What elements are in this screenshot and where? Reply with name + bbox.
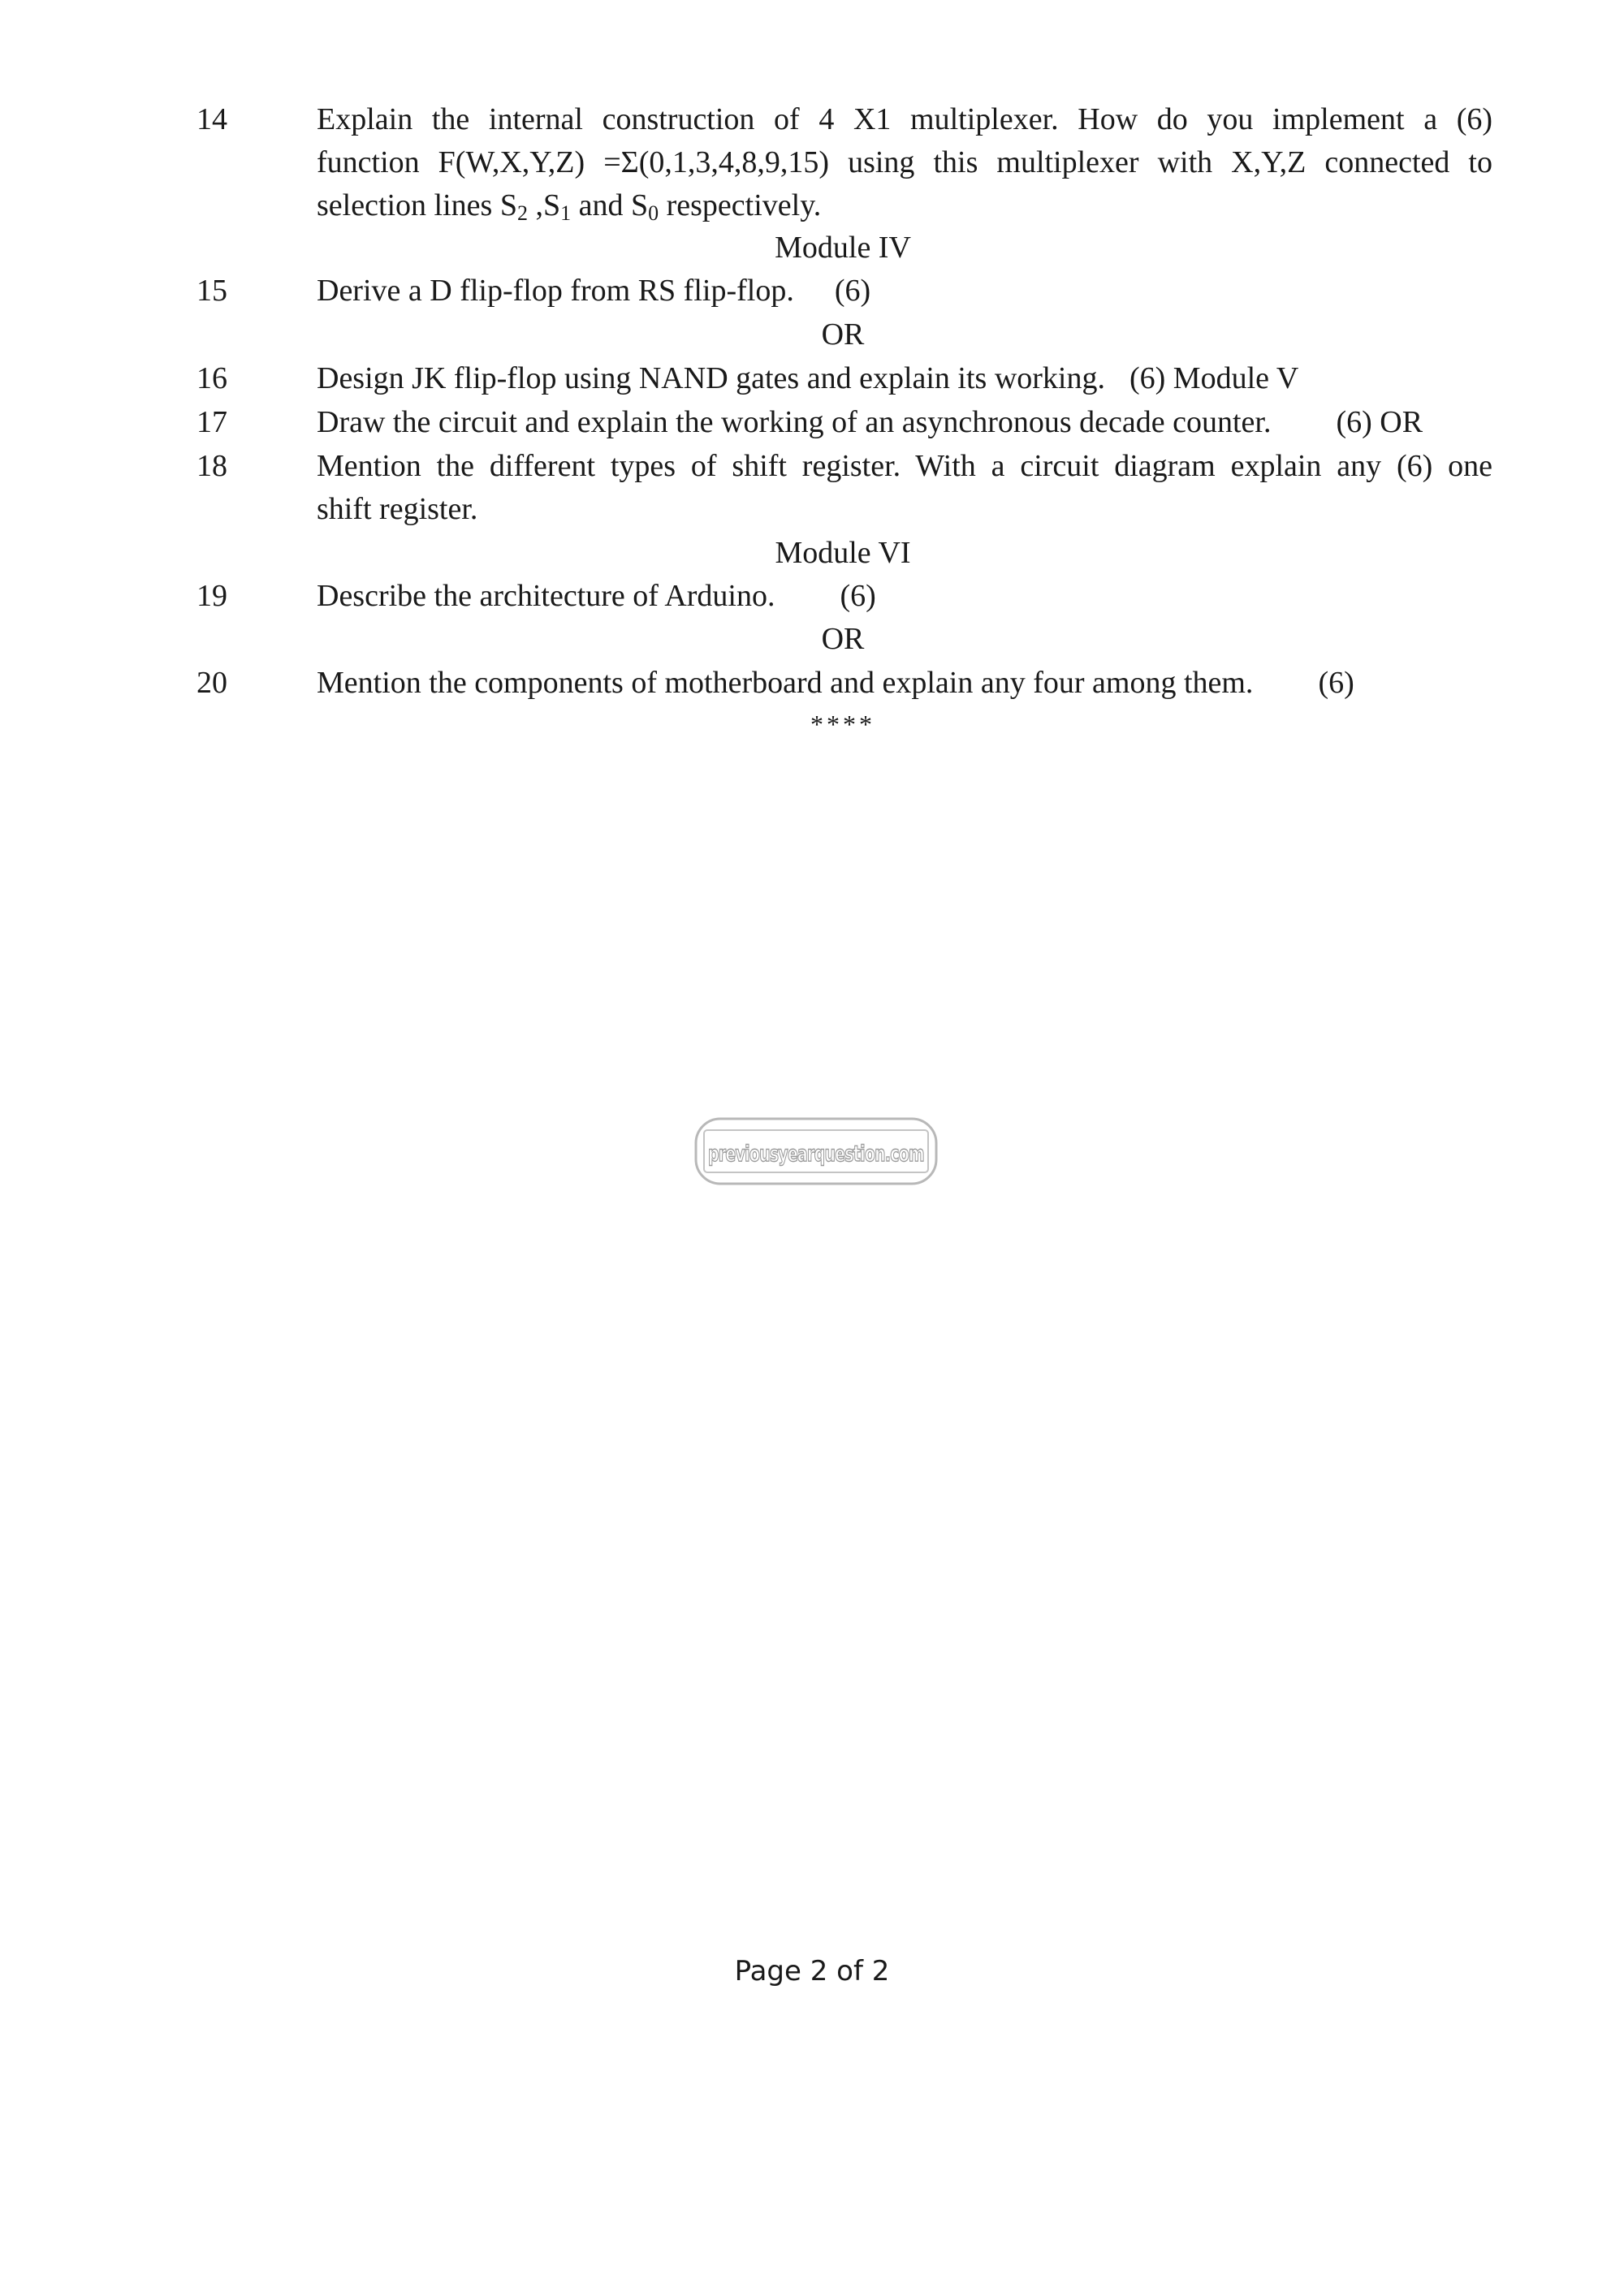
- question-number: 20: [197, 666, 227, 700]
- question-text-line: selection lines $S_2$ $,S_1$ and $S_0$ respectively.: [317, 188, 822, 225]
- marks: (6): [1318, 666, 1354, 700]
- question-text-line: Derive a D flip-flop from RS flip-flop. (6): [317, 274, 871, 308]
- question-number: 17: [197, 405, 227, 439]
- question-number: 15: [197, 274, 227, 308]
- question-text-line: Describe the architecture of Arduino. (6): [317, 579, 876, 613]
- end-of-paper-mark: ****: [810, 710, 875, 739]
- question-number: 19: [197, 579, 227, 613]
- question-text-line: Mention the different types of shift register. With a circuit diagram explain any (6) one: [317, 449, 1492, 483]
- question-number: 18: [197, 449, 227, 483]
- marks: (6) OR: [1336, 405, 1423, 439]
- page-footer: Page 2 of 2: [734, 1955, 890, 1987]
- question-text-line: Explain the internal construction of 4 X1 multiplexer. How do you implement a (6): [317, 102, 1492, 136]
- or-separator: OR: [821, 317, 865, 352]
- marks: (6): [834, 274, 871, 308]
- or-separator: OR: [821, 622, 865, 656]
- marks: (6) Module V: [1129, 361, 1299, 395]
- module-iv-heading: Module IV: [775, 231, 911, 265]
- watermark-logo: [693, 1112, 939, 1190]
- question-text-line: Design JK flip-flop using NAND gates and explain its working. (6) Module V: [317, 361, 1299, 395]
- watermark-text: previousyearquestion.com: [708, 1142, 924, 1167]
- question-text-line: Draw the circuit and explain the working of an asynchronous decade counter. (6) OR: [317, 405, 1423, 439]
- marks: (6): [840, 579, 876, 613]
- question-text-line: Mention the components of motherboard and explain any four among them. (6): [317, 666, 1354, 700]
- question-number: 16: [197, 361, 227, 395]
- module-vi-heading: Module VI: [775, 536, 911, 570]
- question-text-line: function F(W,X,Y,Z) =Σ(0,1,3,4,8,9,15) using this multiplexer with X,Y,Z connected to: [317, 145, 1492, 179]
- question-number: 14: [197, 102, 227, 136]
- question-text-line: shift register.: [317, 492, 478, 526]
